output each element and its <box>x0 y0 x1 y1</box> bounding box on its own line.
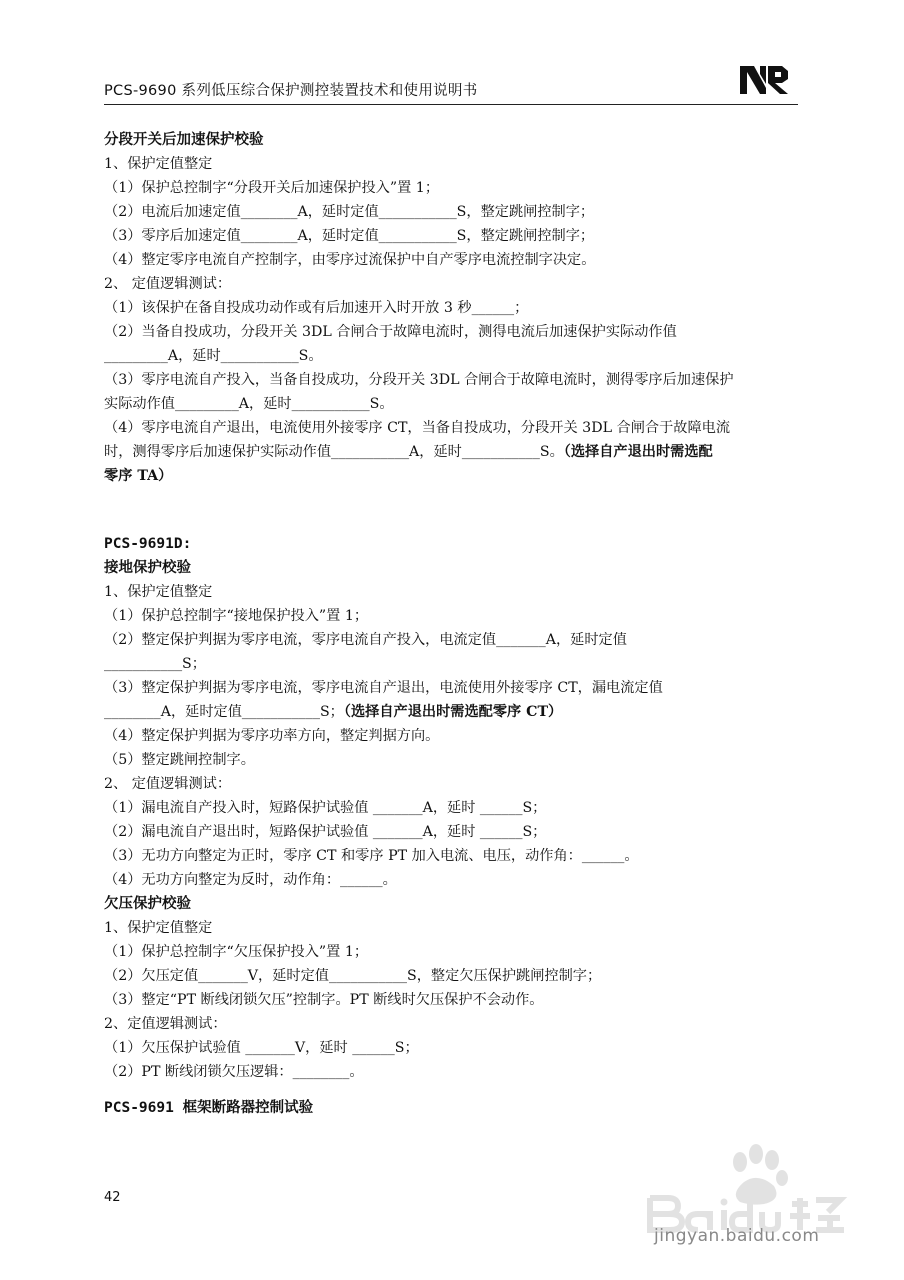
text-line: （2）整定保护判据为零序电流，零序电流自产投入，电流定值_______A，延时定值 <box>104 632 627 648</box>
text-line <box>104 440 804 464</box>
text-line: 1、保护定值整定 <box>104 584 213 600</box>
text-line: （3）整定“PT 断线闭锁欠压”控制字。PT 断线时欠压保护不会动作。 <box>104 992 544 1008</box>
document-body <box>104 128 804 1120</box>
text-line: （5）整定跳闸控制字。 <box>104 752 255 768</box>
section-title: 分段开关后加速保护校验 <box>104 132 264 148</box>
text-line: 实际动作值_________A，延时___________S。 <box>104 396 394 412</box>
text-line: （1）漏电流自产投入时，短路保护试验值 _______A，延时 ______S； <box>104 800 547 816</box>
text-line <box>104 700 804 724</box>
text-line: 1、保护定值整定 <box>104 920 213 936</box>
text-line: 2、定值逻辑测试： <box>104 1016 227 1032</box>
text-line: 2、 定值逻辑测试： <box>104 776 232 792</box>
bold-note: （选择自产退出时需选配 <box>563 444 713 460</box>
text-line: （2）当备自投成功，分段开关 3DL 合闸合于故障电流时，测得电流后加速保护实际动作值 <box>104 324 677 340</box>
text-line: 2、 定值逻辑测试： <box>104 276 232 292</box>
nr-logo-icon <box>738 62 794 98</box>
text-line: ___________S； <box>104 656 206 672</box>
bold-note: （选择自产退出时需选配零序 CT） <box>343 704 563 720</box>
text-line: （2）欠压定值_______V，延时定值___________S，整定欠压保护跳闸控制字； <box>104 968 602 984</box>
page-header <box>104 74 798 105</box>
text-line: （3）零序电流自产投入，当备自投成功，分段开关 3DL 合闸合于故障电流时，测得零序后加速保护 <box>104 372 734 388</box>
page-number: 42 <box>104 1190 121 1205</box>
text-line: （3）零序后加速定值________A，延时定值___________S，整定跳闸控制字； <box>104 228 595 244</box>
text-line: （2）电流后加速定值________A，延时定值___________S，整定跳闸控制字； <box>104 204 595 220</box>
text-line: （4）整定零序电流自产控制字，由零序过流保护中自产零序电流控制字决定。 <box>104 252 596 268</box>
text-line: （1）保护总控制字“欠压保护投入”置 1； <box>104 944 369 960</box>
text-span: ________A，延时定值___________S； <box>104 704 344 720</box>
text-line: （3）无功方向整定为正时，零序 CT 和零序 PT 加入电流、电压，动作角：______。 <box>104 848 639 864</box>
section-title: 欠压保护校验 <box>104 896 191 912</box>
bold-note: 零序 TA） <box>104 468 173 484</box>
model-heading: PCS-9691D: <box>104 536 192 552</box>
text-line: （3）整定保护判据为零序电流，零序电流自产退出，电流使用外接零序 CT，漏电流定值 <box>104 680 663 696</box>
text-line: （1）保护总控制字“分段开关后加速保护投入”置 1； <box>104 180 440 196</box>
text-line: （1）欠压保护试验值 _______V，延时 ______S； <box>104 1040 419 1056</box>
text-line: （2）PT 断线闭锁欠压逻辑：________。 <box>104 1064 364 1080</box>
text-line: （4）整定保护判据为零序功率方向，整定判据方向。 <box>104 728 440 744</box>
text-line: （1）保护总控制字“接地保护投入”置 1； <box>104 608 369 624</box>
section-title: 接地保护校验 <box>104 560 191 576</box>
text-span: 时，测得零序后加速保护实际动作值___________A，延时___________S。 <box>104 444 564 460</box>
text-line: （1）该保护在备自投成功动作或有后加速开入时开放 3 秒______； <box>104 300 529 316</box>
text-line: （2）漏电流自产退出时，短路保护试验值 _______A，延时 ______S； <box>104 824 547 840</box>
model-heading: PCS-9691 框架断路器控制试验 <box>104 1100 314 1116</box>
text-line: （4）零序电流自产退出，电流使用外接零序 CT，当备自投成功，分段开关 3DL 合闸合于故障电流 <box>104 420 731 436</box>
text-line: _________A，延时___________S。 <box>104 348 323 364</box>
text-line: 1、保护定值整定 <box>104 156 213 172</box>
text-line: （4）无功方向整定为反时，动作角：______。 <box>104 872 397 888</box>
watermark-text: jingyan.baidu.com <box>654 1226 820 1246</box>
header-title: PCS-9690 系列低压综合保护测控装置技术和使用说明书 <box>104 83 478 99</box>
